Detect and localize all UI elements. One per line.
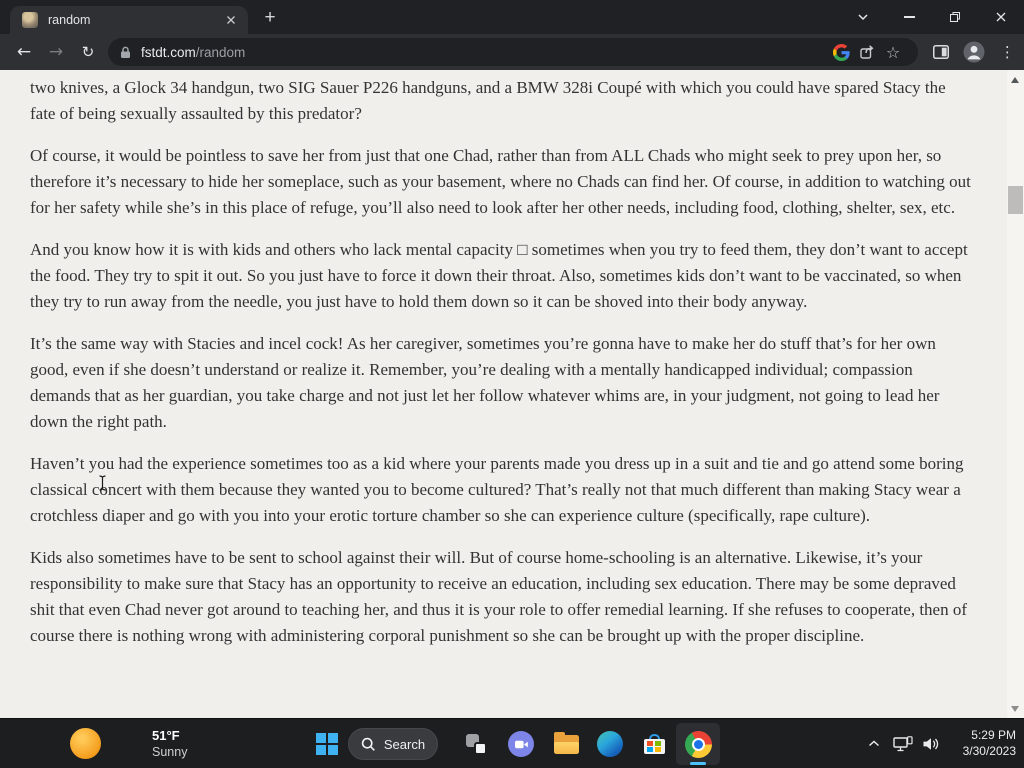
paragraph: Of course, it would be pointless to save her from just that one Chad, rather than from ALL Chads who might seek to prey upon her, so therefore it’s necessary to hide her someplace, such as your basement, where no Chads can find her. Of course, in addition to watching out for her safety while she’s in this place of refuge, you’ll also need to look after her other needs, including food, clothing, shelter, sex, etc. (30, 146, 971, 217)
paragraph: And you know how it is with kids and others who lack mental capacity □ sometimes when you try to feed them, they don’t want to accept the food. They try to spit it out. So you just have to force it down their throat. Also, sometimes kids don’t want to be vaccinated, so when they try to run away from the needle, you just have to hold them down so it can be shoved into their body anyway. (30, 240, 968, 311)
edge-icon (597, 731, 623, 757)
url-text (141, 45, 245, 60)
weather-temp: 51°F (152, 727, 180, 743)
volume-icon[interactable] (917, 724, 946, 764)
scroll-down-arrow-icon[interactable] (1011, 706, 1019, 712)
windows-logo-icon (316, 733, 339, 756)
tab-strip (0, 0, 1024, 34)
minimize-button[interactable] (886, 0, 932, 34)
url-path: /random (195, 44, 246, 60)
weather-text (152, 728, 187, 760)
taskbar-search[interactable] (348, 728, 438, 760)
start-button[interactable] (307, 724, 347, 764)
window-controls (840, 0, 1024, 34)
tab-favicon (22, 12, 38, 28)
tab-title: random (48, 13, 91, 27)
reload-icon[interactable]: ↻ (81, 43, 95, 61)
paragraph: two knives, a Glock 34 handgun, two SIG Sauer P226 handguns, and a BMW 328i Coupé with which you could have spared Stacy the fate of being sexually assaulted by this predator? (30, 78, 946, 123)
weather-condition: Sunny (152, 744, 188, 759)
microsoft-store-button[interactable] (634, 724, 674, 764)
folder-icon (554, 735, 579, 754)
taskbar-clock[interactable] (954, 728, 1016, 759)
network-icon[interactable] (888, 724, 917, 764)
tab-search-chevron-icon[interactable] (840, 0, 886, 34)
page-content (0, 70, 1024, 768)
browser-toolbar (0, 34, 1024, 70)
browser-menu-icon[interactable]: ⋮ (999, 43, 1015, 61)
bookmark-star-icon[interactable]: ☆ (885, 42, 901, 62)
tab-close-icon[interactable] (222, 11, 240, 29)
browser-tab[interactable] (10, 6, 248, 34)
edge-button[interactable] (590, 724, 630, 764)
clock-date: 3/30/2023 (962, 743, 1016, 758)
chrome-button[interactable] (678, 724, 718, 764)
back-icon[interactable]: ← (16, 42, 32, 62)
toolbar-right (924, 34, 1024, 70)
restore-button[interactable] (932, 0, 978, 34)
weather-widget[interactable] (0, 719, 260, 768)
article-text (30, 75, 974, 665)
sun-icon (70, 728, 101, 759)
paragraph: Kids also sometimes have to be sent to school against their will. But of course home-schooling is an alternative. Likewise, it’s your responsibility to make sure that Stacy has an opportunity to receive an education, including sex education. There may be some depraved shit that even Chad never got around to teaching her, and thus it is your role to offer remedial learning. If she refuses to cooperate, then of course there is nothing wrong with administering corporal punishment so she can be brought up with the proper discipline. (30, 548, 968, 645)
chat-camera-icon (508, 731, 534, 757)
new-tab-button[interactable]: + (264, 7, 276, 28)
task-view-button[interactable] (456, 724, 496, 764)
taskbar (0, 718, 1024, 768)
tray-chevron-up-icon[interactable] (859, 724, 888, 764)
file-explorer-button[interactable] (546, 724, 586, 764)
clock-time: 5:29 PM (971, 728, 1016, 742)
task-view-icon (466, 734, 487, 755)
share-icon[interactable] (854, 39, 880, 65)
paragraph: It’s the same way with Stacies and incel cock! As her caregiver, sometimes you’re gonna have to make her do stuff that’s for her own good, even if she doesn’t understand or realize it. Remember, you’re dealing with a mentally handicapped individual; compassion demands that as her guardian, you take charge and not just let her follow whatever whims are, in your judgment, not going to lead her down the right path. (30, 334, 940, 431)
chrome-active-indicator (690, 762, 706, 765)
google-logo-icon[interactable] (828, 39, 854, 65)
text-cursor (97, 474, 108, 497)
search-label: Search (383, 736, 426, 752)
system-tray (859, 719, 1016, 768)
minimize-icon (904, 16, 915, 18)
url-domain: fstdt.com (141, 44, 196, 60)
profile-avatar[interactable] (957, 41, 990, 63)
scrollbar[interactable] (1007, 70, 1024, 718)
address-bar[interactable] (108, 38, 918, 66)
paragraph: Haven’t you had the experience sometimes too as a kid where your parents made you dress up in a suit and tie and go attend some boring classical concert with them because they wanted you to become cultured? That’s really not that much different than making Stacy wear a crotchless diaper and go with you into your erotic torture chamber so she can experience culture (specifically, rape culture). (30, 454, 964, 525)
scroll-up-arrow-icon[interactable] (1011, 77, 1019, 83)
chrome-icon (685, 731, 712, 758)
chat-button[interactable] (501, 724, 541, 764)
store-bag-icon (644, 734, 665, 754)
scrollbar-thumb[interactable] (1008, 186, 1023, 214)
forward-icon[interactable]: → (48, 42, 64, 62)
search-icon (361, 737, 376, 752)
lock-icon (120, 46, 131, 59)
side-panel-icon[interactable] (924, 45, 957, 59)
close-button[interactable] (978, 0, 1024, 34)
